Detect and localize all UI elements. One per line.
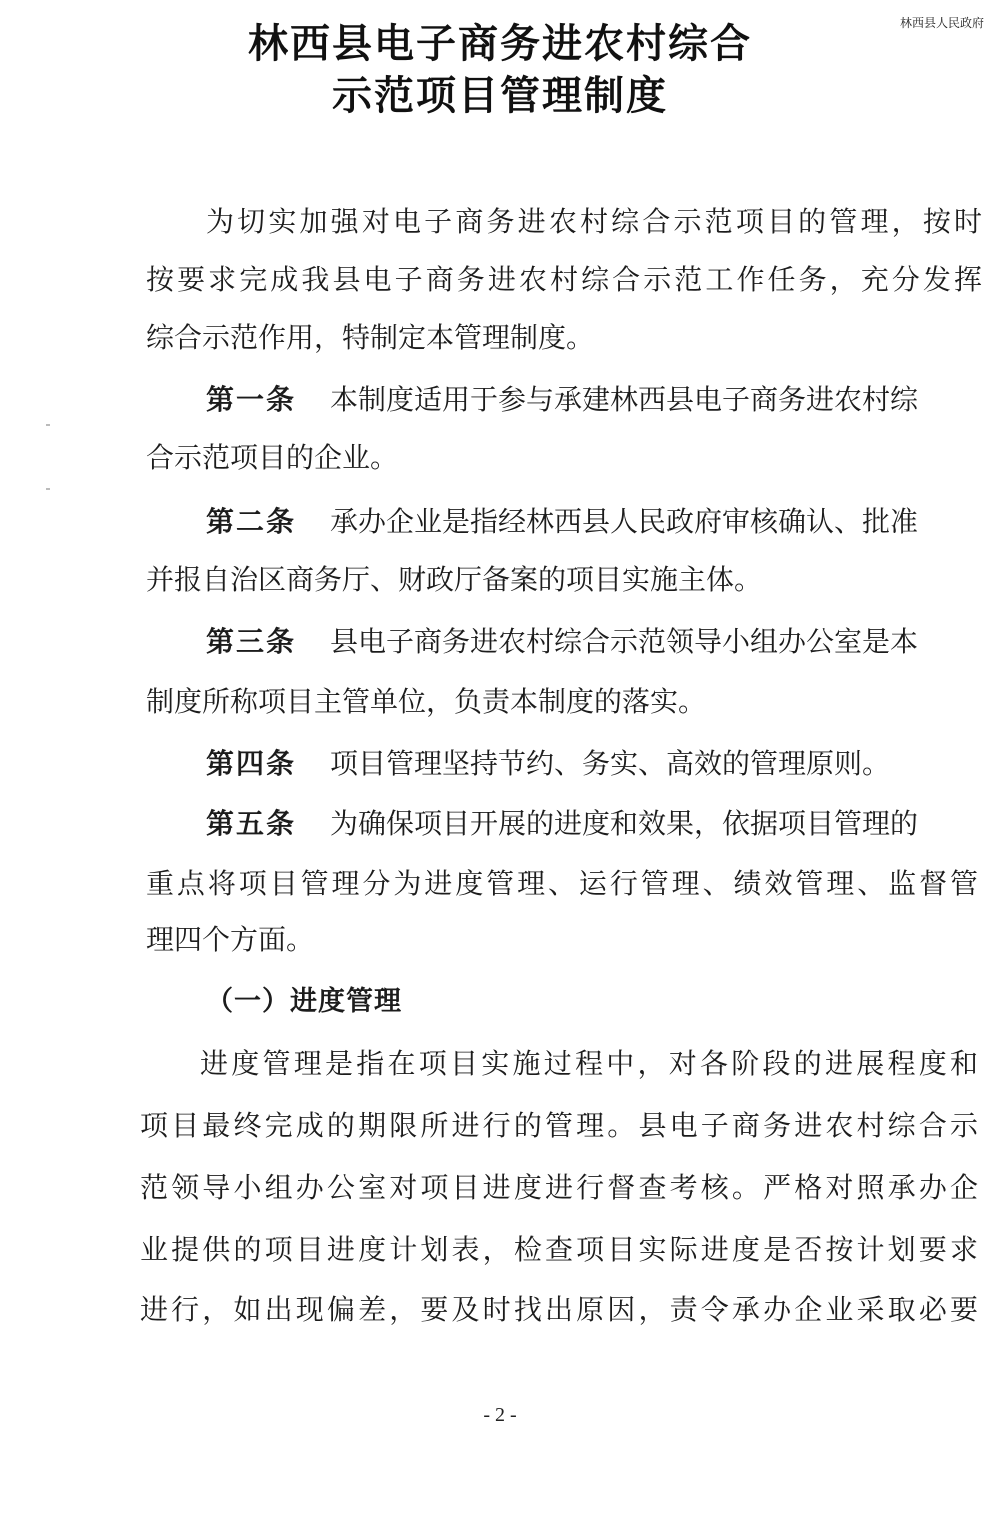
article-5-text: 为确保项目开展的进度和效果，依据项目管理的 <box>330 807 919 840</box>
intro-line-1: 为切实加强对电子商务进农村综合示范项目的管理，按时 <box>206 205 982 238</box>
article-1-line-1 <box>206 382 918 418</box>
title-line-2: 示范项目管理制度 <box>332 73 668 119</box>
article-1-line-2: 合示范项目的企业。 <box>146 441 399 474</box>
article-3-text: 县电子商务进农村综合示范领导小组办公室是本 <box>330 625 919 658</box>
scan-speck <box>46 488 50 490</box>
article-5-line-2: 重点将项目管理分为进度管理、运行管理、绩效管理、监督管 <box>146 867 978 900</box>
article-2-line-1 <box>206 504 918 540</box>
progress-line-5: 进行，如出现偏差，要及时找出原因，责令承办企业采取必要 <box>140 1293 978 1326</box>
progress-line-2: 项目最终完成的期限所进行的管理。县电子商务进农村综合示 <box>140 1109 978 1142</box>
progress-line-1: 进度管理是指在项目实施过程中，对各阶段的进展程度和 <box>200 1047 978 1080</box>
article-3-line-1 <box>206 624 918 660</box>
watermark-text: 林西县人民政府 <box>899 16 984 30</box>
intro-line-2: 按要求完成我县电子商务进农村综合示范工作任务，充分发挥 <box>146 263 982 296</box>
article-5-line-1 <box>206 806 918 842</box>
article-1-label: 第一条 <box>206 383 297 416</box>
article-1-text: 本制度适用于参与承建林西县电子商务进农村综 <box>330 383 919 416</box>
article-4-line-1 <box>206 746 890 782</box>
document-title <box>0 18 1000 122</box>
progress-line-3: 范领导小组办公室对项目进度进行督查考核。严格对照承办企 <box>140 1171 978 1204</box>
article-3-line-2: 制度所称项目主管单位，负责本制度的落实。 <box>146 685 707 718</box>
title-line-1: 林西县电子商务进农村综合 <box>248 21 752 67</box>
article-5-label: 第五条 <box>206 807 297 840</box>
page-number: - 2 - <box>483 1404 517 1426</box>
article-2-text: 承办企业是指经林西县人民政府审核确认、批准 <box>330 505 919 538</box>
scan-speck <box>46 424 50 426</box>
section-heading-progress: （一）进度管理 <box>206 986 402 1017</box>
intro-line-3: 综合示范作用，特制定本管理制度。 <box>146 321 595 354</box>
article-5-line-3: 理四个方面。 <box>146 923 315 956</box>
article-3-label: 第三条 <box>206 625 297 658</box>
progress-line-4: 业提供的项目进度计划表，检查项目实际进度是否按计划要求 <box>140 1233 978 1266</box>
article-2-line-2: 并报自治区商务厅、财政厅备案的项目实施主体。 <box>146 563 763 596</box>
article-2-label: 第二条 <box>206 505 297 538</box>
article-4-text: 项目管理坚持节约、务实、高效的管理原则。 <box>330 747 891 780</box>
article-4-label: 第四条 <box>206 747 297 780</box>
